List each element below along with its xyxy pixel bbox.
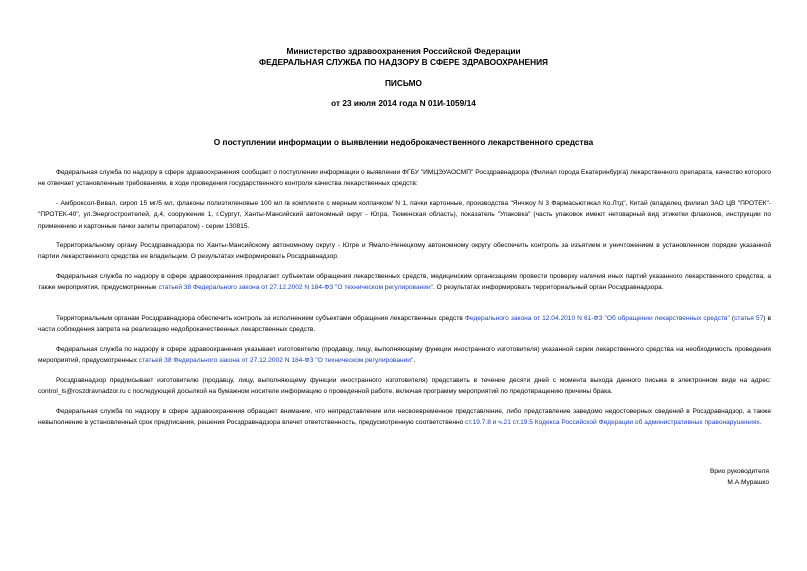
paragraph-6-text: Федеральная служба по надзору в сфере здравоохранения указывает изготовителю (продавцу, лицу, выполняющему функции иностранного изготовителя) указанной серии лекарственного средства на необходимость проведения мероприятий, предусмотренных	[38, 346, 771, 365]
signature-name: М.А.Мурашко	[727, 479, 769, 486]
paragraph-4-text: Федеральная служба по надзору в сфере здравоохранения предлагает субъектам обращения лекарственных средств, медицинским организациям провести проверку наличия иных партий указанного лекарственного средства, а также мероприятия, предусмотренные	[38, 273, 771, 292]
paragraph-2: - Амброксол-Вивал, сироп 15 мг/5 мл, флаконы полиэтиленовые 100 мл /в комплекте с мерным колпачком/ N 1, пачки картонные, производства "Янчжоу N 3 Фармасьютикал Ко.Лтд", Китай (владелец филиал ЗАО ЦВ "ПРОТЕК"-"ПРОТЕК-40", ул.Энергостроителей, д.4, сооружение 1, г.Сургут, Ханты-Мансийский автономный округ - Югра, Тюменская область), показатель "Упаковка" (часть упаковок имеют нетоварный вид этикетки флаконов, инструкции по применению и картонные пачки залиты препаратом) - серии 130815.	[38, 200, 771, 230]
paragraph-5-text-mid: (	[729, 315, 735, 322]
paragraph-6	[38, 344, 771, 367]
service-name: ФЕДЕРАЛЬНАЯ СЛУЖБА ПО НАДЗОРУ В СФЕРЕ ЗДРАВООХРАНЕНИЯ	[259, 57, 548, 67]
paragraph-5	[38, 313, 771, 336]
paragraph-4-text-end: . О результатах информировать территориальный орган Росздравнадзора.	[433, 284, 664, 292]
paragraph-5-text-end: ) в части соблюдения запрета на реализацию недоброкачественных лекарственных средств.	[38, 315, 771, 334]
document-title: О поступлении информации о выявлении недоброкачественного лекарственного средства	[213, 137, 594, 147]
law-184-article-38-link-2[interactable]: статьей 38 Федерального закона от 27.12.2002 N 184-ФЗ "О техническом регулировании"	[138, 357, 414, 365]
paragraph-8-text: Федеральная служба по надзору в сфере здравоохранения обращает внимание, что непредставление или несвоевременное представление, либо представление заведомо недостоверных сведений в Росздравнадзор, а также невыполнение в установленный срок предписания, решения Росздравнадзора влечет ответственность, предусмотренную соответственно	[38, 408, 771, 427]
article-57-link[interactable]: статья 57	[734, 315, 764, 322]
law-184-article-38-link[interactable]: статьей 38 Федерального закона от 27.12.2002 N 184-ФЗ "О техническом регулировании"	[158, 284, 434, 292]
administrative-code-link[interactable]: ст.19.7.8 и ч.21 ст.19.5 Кодекса Российской Федерации об административных правонарушениях	[465, 419, 760, 427]
paragraph-7: Росздравнадзор предписывает изготовителю (продавцу, лицу, выполняющему функции иностранного изготовителя) представить в течение десяти дней с момента выхода данного письма в электронном виде на адрес: control_ls@roszdravnadzor.ru с последующей досылкой на бумажном носителе информацию о проведенной работе, включая программу мероприятий по предотвращению причины брака.	[38, 377, 771, 396]
paragraph-8-text-end: .	[759, 419, 762, 427]
ministry-name: Министерство здравоохранения Российской Федерации	[286, 46, 521, 56]
paragraph-3: Территориальному органу Росздравнадзора по Ханты-Мансийскому автономному округу - Югре и Ямало-Ненецкому автономному округу обеспечить контроль за изъятием и уничтожением в установленном порядке указанной партии лекарственного средства ее владельцем. О результатах информировать Росздравнадзор.	[38, 242, 771, 261]
document-date: от 23 июля 2014 года N 01И-1059/14	[331, 98, 476, 108]
paragraph-4	[38, 271, 771, 294]
paragraph-5-text: Территориальным органам Росздравнадзора обеспечить контроль за исполнением субъектами обращения лекарственных средств	[56, 315, 465, 322]
paragraph-8	[38, 406, 771, 429]
document-type: ПИСЬМО	[384, 78, 423, 88]
paragraph-1: Федеральная служба по надзору в сфере здравоохранения сообщает о поступлении информации о выявлении ФГБУ "ИМЦЭУАОСМП" Росздравнадзора (Филиал города Екатеринбурга) лекарственного препарата, качество которого не отвечает установленным требованиям, в ходе проведения государственного контроля качества лекарственных средств:	[38, 169, 771, 188]
paragraph-6-text-end: .	[413, 357, 416, 365]
law-61-link[interactable]: Федерального закона от 12.04.2010 N 61-ФЗ "Об обращении лекарственных средств"	[464, 315, 730, 322]
signature-position: Врио руководителя	[709, 468, 769, 475]
